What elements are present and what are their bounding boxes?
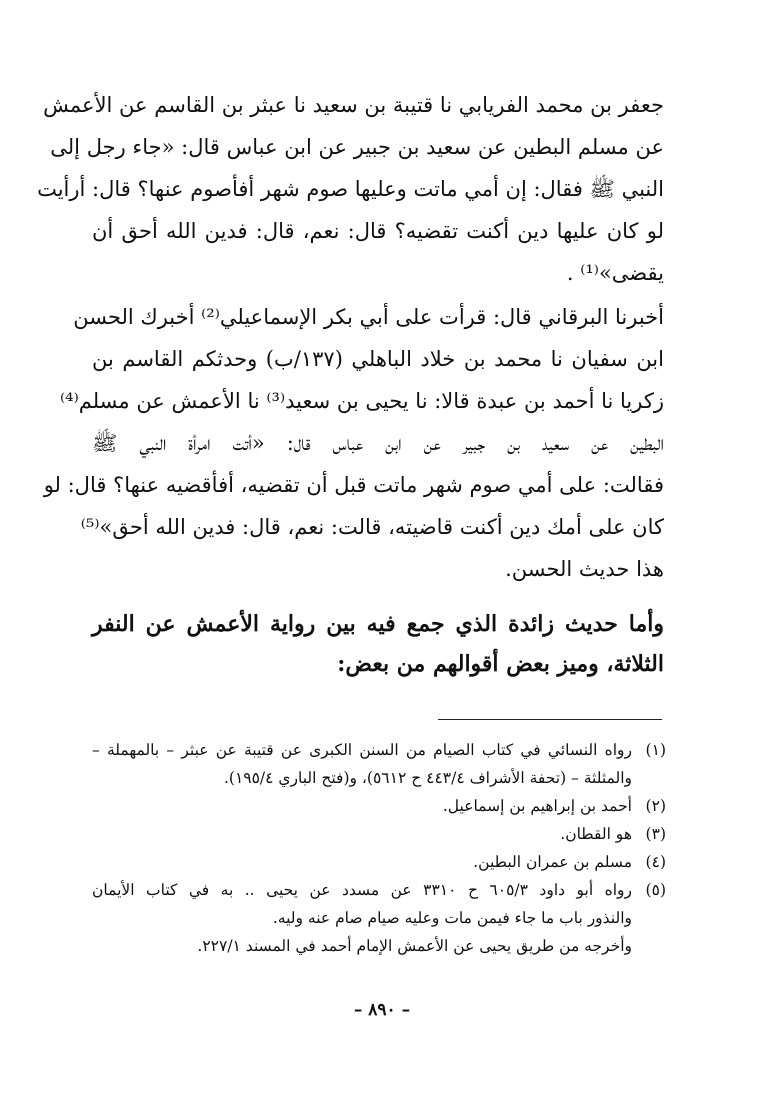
paragraph-2 xyxy=(43,296,664,590)
footnote-number: (٣) xyxy=(645,825,666,843)
heading-line: الثلاثة، وميز بعض أقوالهم من بعض: xyxy=(337,651,664,677)
footnote-number: (٥) xyxy=(645,881,666,899)
text-line: فقالت: على أمي صوم شهر ماتت قبل أن تقضيه، أفأقضيه عنها؟ قال: لو xyxy=(43,473,664,497)
footnote-line: وأخرجه من طريق يحيى عن الأعمش الإمام أحمد في المسند ٢٢٧/١. xyxy=(197,937,632,955)
footnote-line: رواه أبو داود ٦٠٥/٣ ح ٣٣١٠ عن مسدد عن يحيى .. به في كتاب الأيمان xyxy=(92,881,632,899)
section-heading xyxy=(92,604,664,684)
footnote-line: والمثلثة – (تحفة الأشراف ٤٤٣/٤ ح ٥٦١٢)، و(فتح الباري ١٩٥/٤). xyxy=(223,769,632,787)
footnote-line: مسلم بن عمران البطين. xyxy=(473,853,632,871)
footnote-divider xyxy=(438,719,662,720)
footnote-line: والنذور باب ما جاء فيمن مات وعليه صيام صام عنه وليه. xyxy=(272,909,632,927)
footnote-number: (٢) xyxy=(645,797,666,815)
footnote-line: أحمد بن إبراهيم بن إسماعيل. xyxy=(442,797,632,815)
footnote-4 xyxy=(92,848,666,876)
heading-line: وأما حديث زائدة الذي جمع فيه بين رواية الأعمش عن النفر xyxy=(92,611,664,637)
text-line: النبي ﷺ فقال: إن أمي ماتت وعليها صوم شهر أفأصوم عنها؟ قال: أرأيت xyxy=(37,177,664,201)
footnote-5 xyxy=(92,876,666,960)
text-line: يقضى»⁽¹⁾ . xyxy=(566,261,664,285)
text-line: البطين عن سعيد بن جبير عن ابن عباس قال: «أتت امرأة النبي ﷺ xyxy=(92,431,664,455)
text-line: ابن سفيان نا محمد بن خلاد الباهلي (١٣٧/ب) وحدثكم القاسم بن xyxy=(92,347,664,371)
text-line: زكريا نا أحمد بن عبدة قالا: نا يحيى بن سعيد⁽³⁾ نا الأعمش عن مسلم⁽⁴⁾ xyxy=(59,389,664,413)
text-line: كان على أمك دين أكنت قاضيته، قالت: نعم، قال: فدين الله أحق»⁽⁵⁾ xyxy=(80,515,664,539)
footnote-2 xyxy=(92,792,666,820)
text-line: عن مسلم البطين عن سعيد بن جبير عن ابن عباس قال: «جاء رجل إلى xyxy=(50,135,664,159)
text-line: هذا حديث الحسن. xyxy=(505,557,664,581)
text-line: أخبرنا البرقاني قال: قرأت على أبي بكر الإسماعيلي⁽²⁾ أخبرك الحسن xyxy=(73,305,664,329)
footnote-number: (١) xyxy=(645,741,666,759)
page-number: – ٨٩٠ – xyxy=(353,1000,411,1020)
paragraph-1 xyxy=(37,84,664,294)
text-line: لو كان عليها دين أكنت تقضيه؟ قال: نعم، قال: فدين الله أحق أن xyxy=(92,219,664,243)
footnote-3 xyxy=(92,820,666,848)
footnote-number: (٤) xyxy=(645,853,666,871)
footnote-line: رواه النسائي في كتاب الصيام من السنن الكبرى عن قتيبة عن عبثر – بالمهملة – xyxy=(92,741,632,759)
footnote-line: هو القطان. xyxy=(560,825,632,843)
footnotes xyxy=(92,736,666,960)
footnote-1 xyxy=(92,736,666,792)
text-line: جعفر بن محمد الفريابي نا قتيبة بن سعيد نا عبثر بن القاسم عن الأعمش xyxy=(43,93,664,117)
